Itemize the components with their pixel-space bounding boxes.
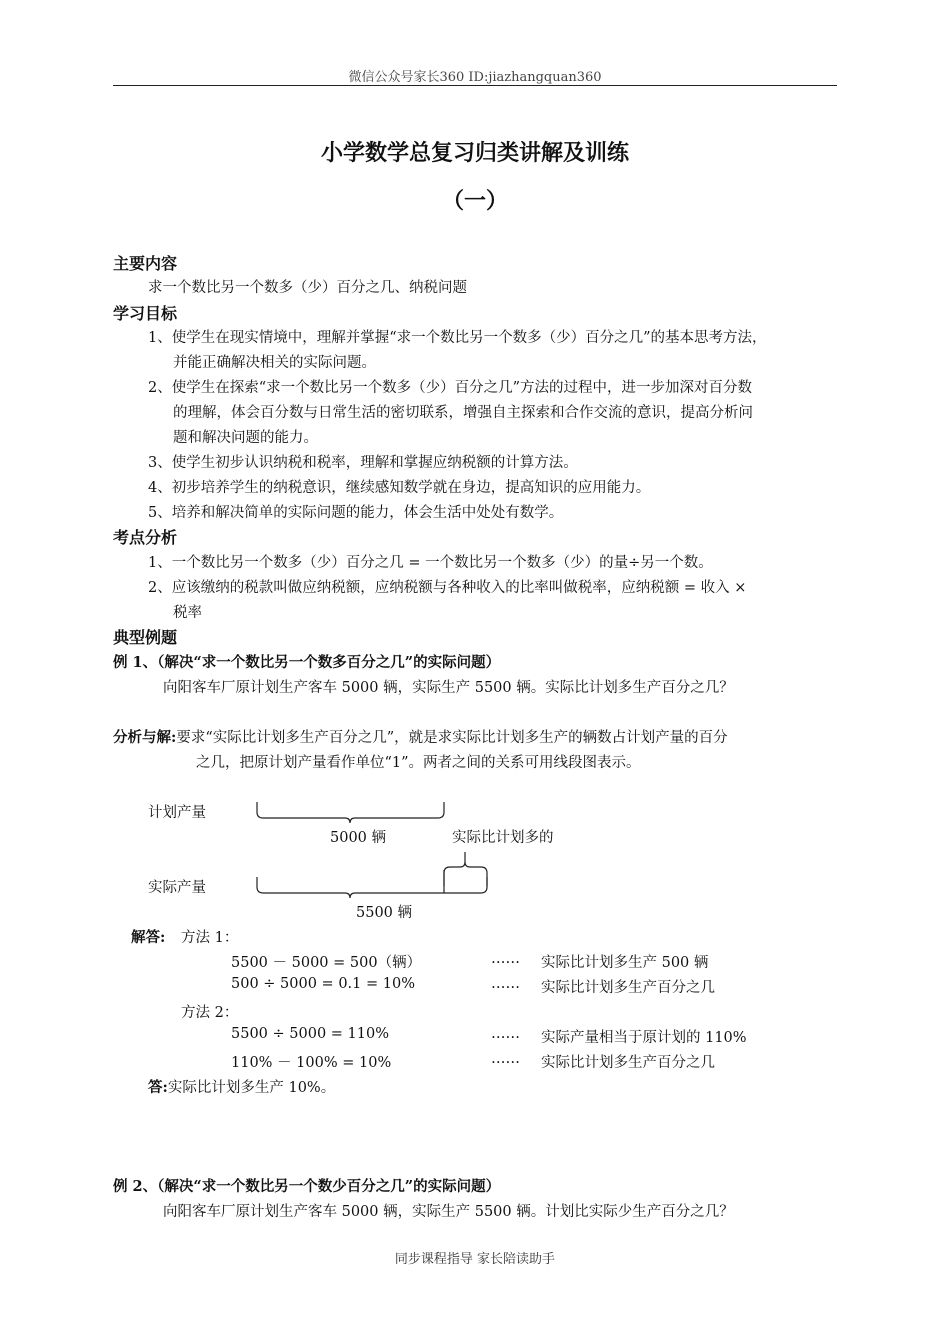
analysis-line: 2、应该缴纳的税款叫做应纳税额，应纳税额与各种收入的比率叫做税率，应纳税额 = 收入 × [148,580,747,596]
step-dots: …… [491,1051,520,1067]
step-note: 实际比计划多生产百分之几 [541,980,715,996]
section-heading-analysis: 考点分析 [113,528,178,547]
document-subtitle: （一） [441,189,508,214]
objective-line: 5、培养和解决简单的实际问题的能力，体会生活中处处有数学。 [148,505,564,521]
document-title: 小学数学总复习归类讲解及训练 [320,141,629,166]
step-expression: 500 ÷ 5000 = 0.1 = 10% [231,976,415,992]
page-header: 微信公众号家长360 ID:jiazhangquan360 [348,70,602,85]
objective-line: 4、初步培养学生的纳税意识，继续感知数学就在身边，提高知识的应用能力。 [148,480,651,496]
objective-line: 题和解决问题的能力。 [173,430,318,446]
planned-brace [257,802,444,823]
step-dots: …… [491,1026,520,1042]
actual-brace [257,877,487,898]
objective-line: 3、使学生初步认识纳税和税率，理解和掌握应纳税额的计算方法。 [148,455,578,471]
main-content-text: 求一个数比另一个数多（少）百分之几、纳税问题 [148,280,467,296]
example1-problem: 向阳客车厂原计划生产客车 5000 辆，实际生产 5500 辆。实际比计划多生产百分之几？ [163,680,734,696]
method1-label: 方法 1： [181,930,239,946]
section-heading-main-content: 主要内容 [113,254,178,273]
objective-line: 1、使学生在现实情境中，理解并掌握“求一个数比另一个数多（少）百分之几”的基本思考方法， [148,330,767,346]
step-expression: 5500 － 5000 = 500（辆） [231,955,422,971]
section-heading-objectives: 学习目标 [113,304,178,323]
step-note: 实际比计划多生产 500 辆 [541,955,709,971]
analysis-text: 要求“实际比计划多生产百分之几”，就是求实际比计划多生产的辆数占计划产量的百分 [176,730,728,746]
answer-text: 实际比计划多生产 10%。 [167,1080,336,1096]
example1-title: 例 1、（解决“求一个数比另一个数多百分之几”的实际问题） [113,654,501,671]
method2-label: 方法 2： [181,1005,239,1021]
example2-title: 例 2、（解决“求一个数比另一个数少百分之几”的实际问题） [113,1178,501,1195]
step-expression: 110% － 100% = 10% [231,1055,392,1071]
page-footer: 同步课程指导 家长陪读助手 [394,1252,556,1267]
analysis-line: 税率 [173,605,202,621]
answer [148,1076,335,1097]
objective-line: 的理解，体会百分数与日常生活的密切联系，增强自主探索和合作交流的意识，提高分析问 [173,405,753,421]
step-note: 实际产量相当于原计划的 110% [541,1030,747,1046]
example1-analysis-cont: 之几，把原计划产量看作单位“1”。两者之间的关系可用线段图表示。 [196,755,641,771]
actual-value-label: 5500 辆 [356,905,413,921]
extra-label: 实际比计划多的 [452,830,554,846]
step-note: 实际比计划多生产百分之几 [541,1055,715,1071]
actual-production-label: 实际产量 [148,880,206,896]
objective-line: 2、使学生在探索“求一个数比另一个数多（少）百分之几”方法的过程中，进一步加深对百分数 [148,380,753,396]
analysis-line: 1、一个数比另一个数多（少）百分之几 = 一个数比另一个数多（少）的量÷另一个数。 [148,555,713,571]
analysis-label: 分析与解: [113,729,177,746]
extra-brace [444,852,487,886]
answer-label: 答: [148,1079,168,1096]
planned-value-label: 5000 辆 [330,830,387,846]
planned-production-label: 计划产量 [148,805,206,821]
step-expression: 5500 ÷ 5000 = 110% [231,1026,389,1042]
solution-label: 解答: [131,929,166,946]
step-dots: …… [491,976,520,992]
section-heading-examples: 典型例题 [113,628,178,647]
example2-problem: 向阳客车厂原计划生产客车 5000 辆，实际生产 5500 辆。计划比实际少生产百分之几？ [163,1204,734,1220]
objective-line: 并能正确解决相关的实际问题。 [173,355,376,371]
step-dots: …… [491,951,520,967]
